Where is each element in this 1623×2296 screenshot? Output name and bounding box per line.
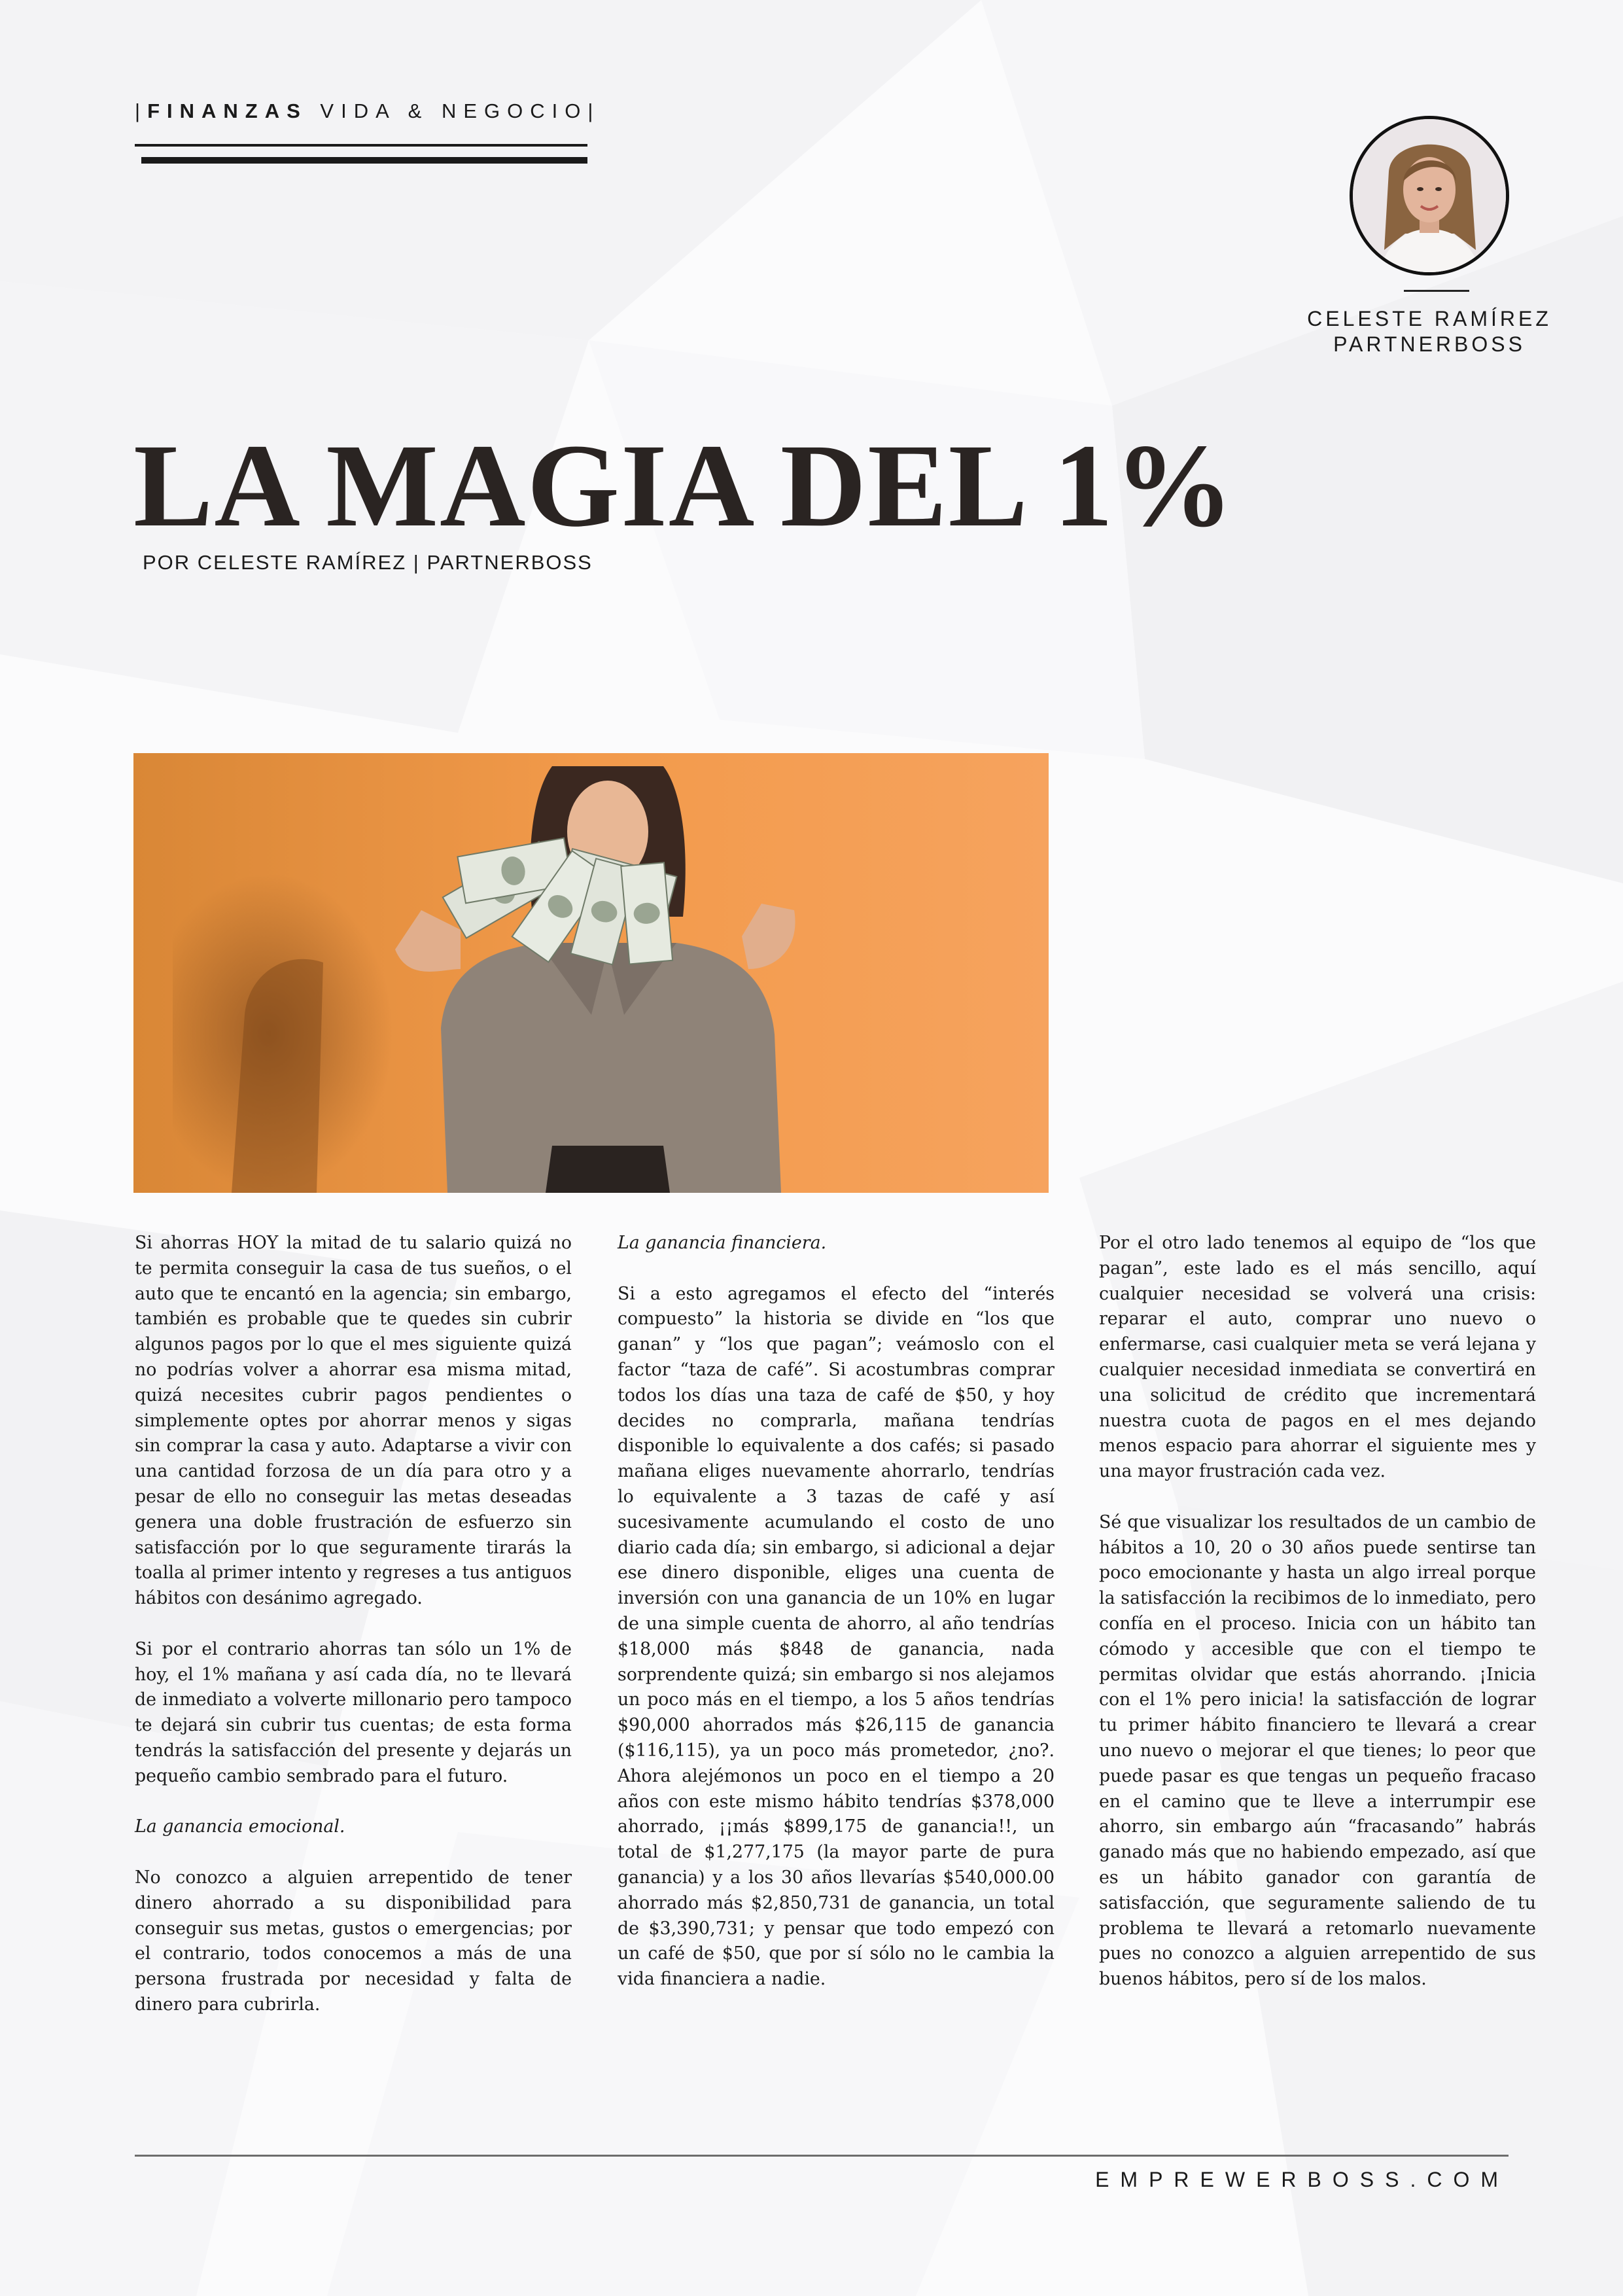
article-column-2 <box>618 1231 1055 1992</box>
footer-rule <box>135 2155 1509 2157</box>
paragraph: Si a esto agregamos el efecto del “interés compuesto” la historia se divide en “los que ganan” y “los que pagan”; veámoslo con el factor “taza de café”. Si acostumbras comprar todos los días una taza de café de $50, y hoy decides no comprarla, mañana tendrías disponible lo equivalente a dos cafés; si pasado mañana eliges nuevamente ahorrarlo, tendrías lo equivalente a 3 tazas de café y así sucesivamente acumulando el costo de uno diario cada día; sin embargo, si adicional a dejar ese dinero disponible, eliges una cuenta de inversión con una ganancia de un 10% en lugar de una simple cuenta de ahorro, al año tendrías $18,000 más $848 de ganancia, nada sorprendente quizá; sin embargo si nos alejamos un poco más en el tiempo, a los 5 años tendrías $90,000 ahorrados más $26,115 de ganancia ($116,115), ya un poco más prometedor, ¿no?. Ahora alejémonos un poco en el tiempo a 20 años con este mismo hábito tendrías $378,000 ahorrado, ¡¡más $899,175 de ganancia!!, un total de $1,277,175 (la mayor parte de pura ganancia) y a los 30 años llevarías $540,000.00 ahorrado más $2,850,731 de ganancia, un total de $3,390,731; y pensar que todo empezó con un café de $50, que por sí sólo no le cambia la vida financiera a nadie. <box>618 1283 1055 1990</box>
author-portrait-image <box>1353 119 1506 272</box>
paragraph: Si por el contrario ahorras tan sólo un 1% de hoy, el 1% mañana y así cada día, no te llevará de inmediato a volverte millonario pero tampoco te dejará sin cubrir tus cuentas; de esta forma tendrás la satisfacción del presente y dejarás un pequeño cambio sembrado para el futuro. <box>135 1638 572 1786</box>
section-tag-bold: FINANZAS <box>147 99 307 122</box>
header-rule-thin <box>135 144 587 147</box>
article-byline: POR CELESTE RAMÍREZ | PARTNERBOSS <box>143 551 593 574</box>
paragraph: Por el otro lado tenemos al equipo de “los que pagan”, este lado es el más sencillo, aquí cualquier necesidad se volverá una crisis: reparar el auto, comprar uno nuevo o enfermarse, casi cualquier meta se verá lejana y cualquier necesidad inmediata se convertirá en una solicitud de crédito que incrementará nuestra cuota de pagos en el mes dejando menos espacio para ahorrar el siguiente mes y una mayor frustración cada vez. <box>1099 1233 1536 1482</box>
paragraph: Si ahorras HOY la mitad de tu salario quizá no te permita conseguir la casa de tus sueños, o el auto que te encantó en la agencia; sin embargo, también es probable que te quedes sin cubrir algunos pagos por lo que el mes siguiente quizá no podrías volver a ahorrar esa misma mitad, quizá necesites cubrir pagos pendientes o simplemente optes por ahorrar menos y sigas sin comprar la casa y auto. Adaptarse a vivir con una cantidad forzosa de un día para otro y a pesar de ello no conseguir las metas deseadas genera una doble frustración de esfuerzo sin satisfacción por lo que seguramente tirarás la toalla al primer intento y regreses a tus antiguos hábitos con desánimo agregado. <box>135 1233 572 1609</box>
author-name: CELESTE RAMÍREZ <box>1307 307 1552 330</box>
author-avatar <box>1350 116 1509 275</box>
subheading-financial-gain: La ganancia financiera. <box>618 1233 827 1253</box>
author-brand: PARTNERBOSS <box>1333 332 1526 356</box>
woman-holding-money-image <box>133 753 1049 1193</box>
article-title: LA MAGIA DEL 1% <box>133 420 1235 552</box>
paragraph: Sé que visualizar los resultados de un cambio de hábitos a 10, 20 o 30 años puede sentirse tan poco emocionante y hasta un algo irreal porque la satisfacción la recibimos de lo inmediato, pero confía en el proceso. Inicia con un hábito tan cómodo y accesible que con el tiempo te permitas olvidar que estás ahorrando. ¡Inicia con el 1% pero inicia! la satisfacción de lograr tu primer hábito financiero te llevará a crear uno nuevo o mejorar el que tienes; lo peor que puede pasar es que tengas un pequeño fracaso en el camino que te lleve a interrumpir ese ahorro, sin embargo aún “fracasando” habrás ganado más que no habiendo empezado, así que es un hábito ganador con garantía de satisfacción, que seguramente saliendo de tu problema te llevará a retomarlo nuevamente pues no conozco a alguien arrepentido de sus buenos hábitos, pero sí de los malos. <box>1099 1511 1536 1990</box>
article-column-1 <box>135 1231 572 2018</box>
article-column-3 <box>1099 1231 1536 1992</box>
footer-website-link[interactable]: EMPREWERBOSS.COM <box>1095 2168 1509 2191</box>
section-tag-rest: VIDA & NEGOCIO <box>320 99 588 122</box>
section-tag: |FINANZAS VIDA & NEGOCIO| <box>135 99 601 122</box>
subheading-emotional-gain: La ganancia emocional. <box>135 1816 345 1837</box>
article-photo <box>133 753 1049 1193</box>
paragraph: No conozco a alguien arrepentido de tener dinero ahorrado a su disponibilidad para conseguir sus metas, gustos o emergencias; por el contrario, todos conocemos a más de una persona frustrada por necesidad y falta de dinero para cubrirla. <box>135 1867 572 2015</box>
header-rule-thick <box>141 157 587 164</box>
avatar-underline <box>1404 290 1469 292</box>
